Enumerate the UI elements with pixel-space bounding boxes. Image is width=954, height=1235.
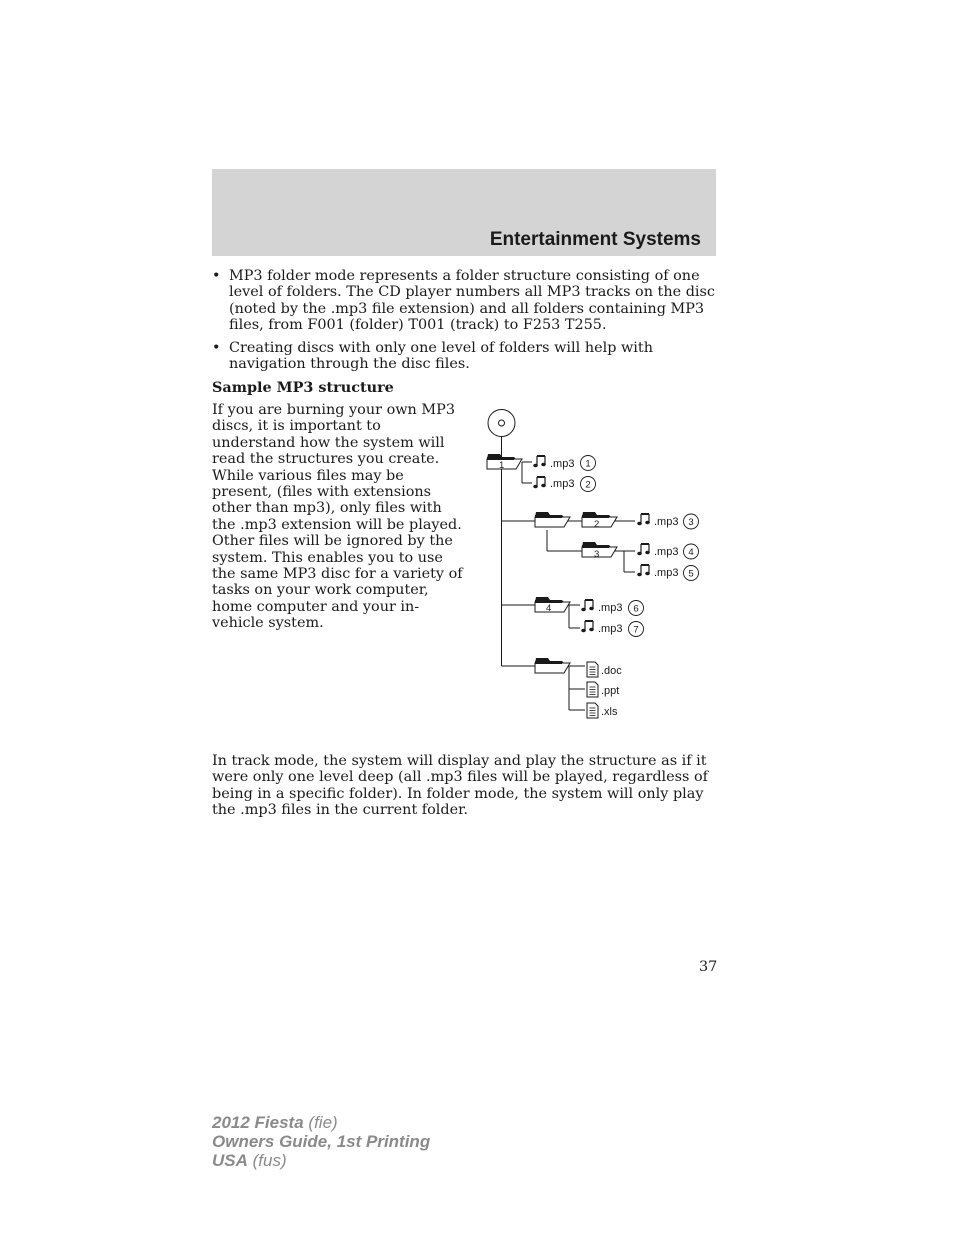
track-number: 1 <box>585 458 591 470</box>
document-icon <box>587 703 598 718</box>
track-extension: .mp3 <box>598 623 623 635</box>
bullet-text: MP3 folder mode represents a folder structure consisting of one level of folders. The CD player numbers all MP3 tracks on the disc (noted by the .mp3 file extension) and all folders containing MP3 files, from F001 (folder) T001 (track) to F253 T255. <box>229 268 715 334</box>
footer-market-code: (fus) <box>252 1151 287 1170</box>
mp3-track <box>637 514 698 529</box>
bullet-item <box>212 268 716 334</box>
folder-number: 3 <box>594 549 600 560</box>
file-extension: .doc <box>601 665 622 677</box>
music-note-icon <box>637 514 650 525</box>
music-note-icon <box>637 565 650 576</box>
music-note-icon <box>581 621 594 632</box>
subheading: Sample MP3 structure <box>212 379 394 396</box>
other-file <box>587 703 618 718</box>
track-number: 4 <box>688 547 694 558</box>
footer-market: USA <box>212 1151 248 1170</box>
footer-line-market <box>212 1151 430 1170</box>
music-note-icon <box>581 600 594 611</box>
music-note-icon <box>533 477 546 488</box>
mp3-track <box>581 621 643 637</box>
folder-icon <box>582 542 617 560</box>
mp3-track <box>581 600 643 616</box>
music-note-icon <box>637 544 650 555</box>
intro-paragraph: If you are burning your own MP3 discs, it is important to understand how the system will read the structures you create. While various files may be present, (files with extensions other than mp3), only files with the .mp3 extension will be played. Other files will be ignored by the system. This enables you to use the same MP3 disc for a variety of tasks on your work computer, home computer and your in-vehicle system. <box>212 402 463 632</box>
track-extension: .mp3 <box>550 458 575 470</box>
track-number: 6 <box>633 603 639 615</box>
footer-model-code: (fie) <box>308 1113 338 1132</box>
mp3-track <box>533 477 595 492</box>
track-extension: .mp3 <box>654 546 679 558</box>
bullet-text: Creating discs with only one level of folders will help with navigation through the disc files. <box>229 339 653 373</box>
other-file <box>587 662 622 677</box>
track-number: 5 <box>688 568 694 580</box>
bullet-dot: • <box>212 268 221 284</box>
folder-number: 4 <box>546 603 552 614</box>
track-extension: .mp3 <box>598 602 623 614</box>
footer-line-model <box>212 1113 430 1132</box>
mp3-track <box>533 456 595 471</box>
document-icon <box>587 662 598 677</box>
other-file <box>587 682 619 697</box>
section-header-band <box>212 169 716 256</box>
folder-icon <box>582 512 617 530</box>
section-title: Entertainment Systems <box>489 229 701 250</box>
file-extension: .ppt <box>601 685 620 697</box>
folder-icon <box>535 597 570 614</box>
music-note-icon <box>533 456 546 467</box>
bullet-item <box>212 340 716 373</box>
cd-disc-icon <box>488 410 515 437</box>
folder-icon <box>535 658 570 673</box>
track-number: 2 <box>585 479 591 491</box>
folder-icon <box>535 512 570 527</box>
folder-icon <box>487 454 522 471</box>
footer <box>212 1113 430 1170</box>
bullet-dot: • <box>212 339 221 356</box>
track-number: 3 <box>688 517 694 528</box>
footer-model: 2012 Fiesta <box>212 1113 304 1132</box>
mp3-track <box>637 565 698 581</box>
footer-guide: Owners Guide, 1st Printing <box>212 1132 431 1151</box>
track-extension: .mp3 <box>550 478 575 490</box>
track-number: 7 <box>633 624 639 636</box>
closing-paragraph: In track mode, the system will display and play the structure as if it were only one level deep (all .mp3 files will be played, regardless of being in a specific folder). In folder mode, the system will only play the .mp3 files in the current folder. <box>212 753 708 819</box>
mp3-structure-diagram <box>480 400 720 730</box>
folder-number: 2 <box>594 519 600 530</box>
footer-line-guide <box>212 1132 430 1151</box>
file-extension: .xls <box>601 706 618 718</box>
document-icon <box>587 682 598 697</box>
bullet-list <box>212 268 716 378</box>
mp3-track <box>637 544 698 559</box>
page-number: 37 <box>699 959 718 975</box>
folder-number: 1 <box>499 460 505 471</box>
track-extension: .mp3 <box>654 516 679 528</box>
track-extension: .mp3 <box>654 567 679 579</box>
